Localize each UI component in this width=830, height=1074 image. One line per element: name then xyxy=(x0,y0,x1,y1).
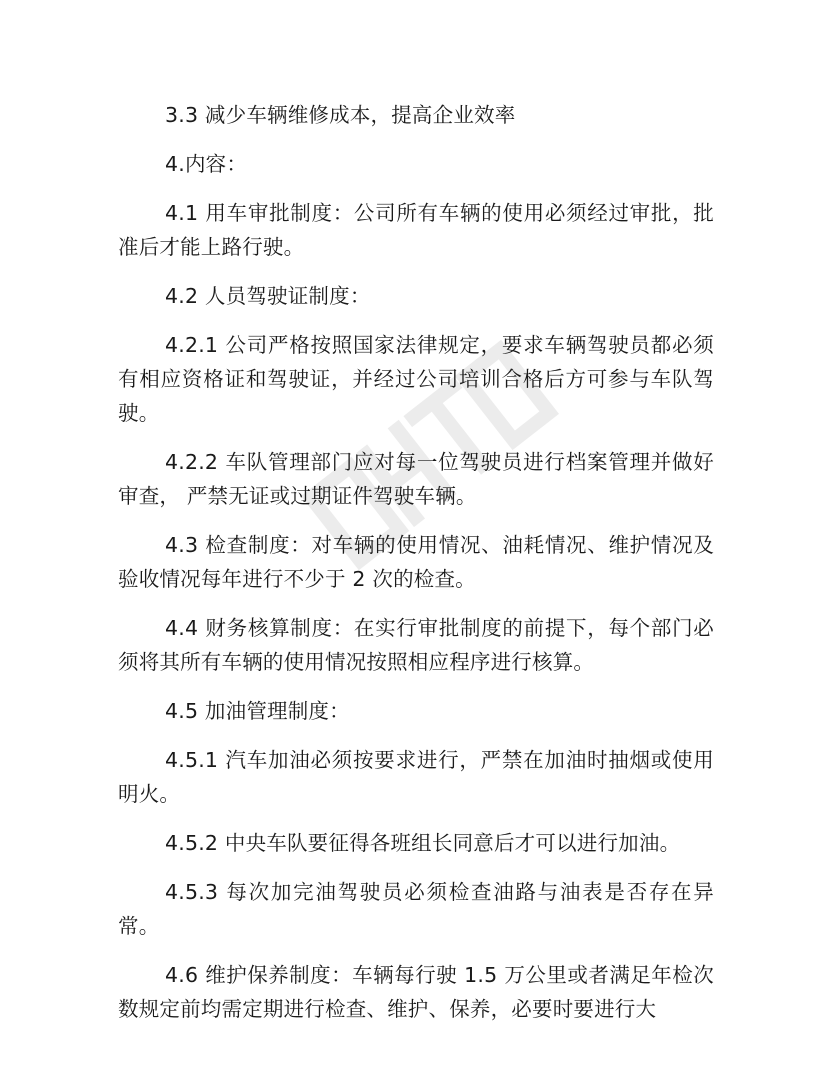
paragraph-4-5-1: 4.5.1 汽车加油必须按要求进行，严禁在加油时抽烟或使用明火。 xyxy=(118,748,714,806)
paragraph-4-2: 4.2 人员驾驶证制度： xyxy=(165,284,371,308)
document-body xyxy=(118,98,714,1041)
paragraph-4-2-2: 4.2.2 车队管理部门应对每一位驾驶员进行档案管理并做好审查， 严禁无证或过期证件驾驶车辆。 xyxy=(118,450,714,508)
paragraph-3-3: 3.3 减少车辆维修成本，提高企业效率 xyxy=(165,103,516,127)
paragraph-4-heading: 4.内容： xyxy=(165,152,248,176)
paragraph-4-3: 4.3 检查制度：对车辆的使用情况、油耗情况、维护情况及验收情况每年进行不少于 2 次的检查。 xyxy=(118,533,714,591)
paragraph-4-5: 4.5 加油管理制度： xyxy=(165,699,350,723)
paragraph-4-5-2: 4.5.2 中央车队要征得各班组长同意后才可以进行加油。 xyxy=(165,831,681,855)
paragraph-4-4: 4.4 财务核算制度：在实行审批制度的前提下，每个部门必须将其所有车辆的使用情况按照相应程序进行核算。 xyxy=(118,616,714,674)
paragraph-4-2-1: 4.2.1 公司严格按照国家法律规定，要求车辆驾驶员都必须有相应资格证和驾驶证，并经过公司培训合格后方可参与车队驾驶。 xyxy=(118,333,714,425)
paragraph-4-1: 4.1 用车审批制度：公司所有车辆的使用必须经过审批，批准后才能上路行驶。 xyxy=(118,201,714,259)
paragraph-4-6: 4.6 维护保养制度：车辆每行驶 1.5 万公里或者满足年检次数规定前均需定期进行检查、维护、保养，必要时要进行大 xyxy=(118,963,714,1021)
paragraph-4-5-3: 4.5.3 每次加完油驾驶员必须检查油路与油表是否存在异常。 xyxy=(118,880,714,938)
